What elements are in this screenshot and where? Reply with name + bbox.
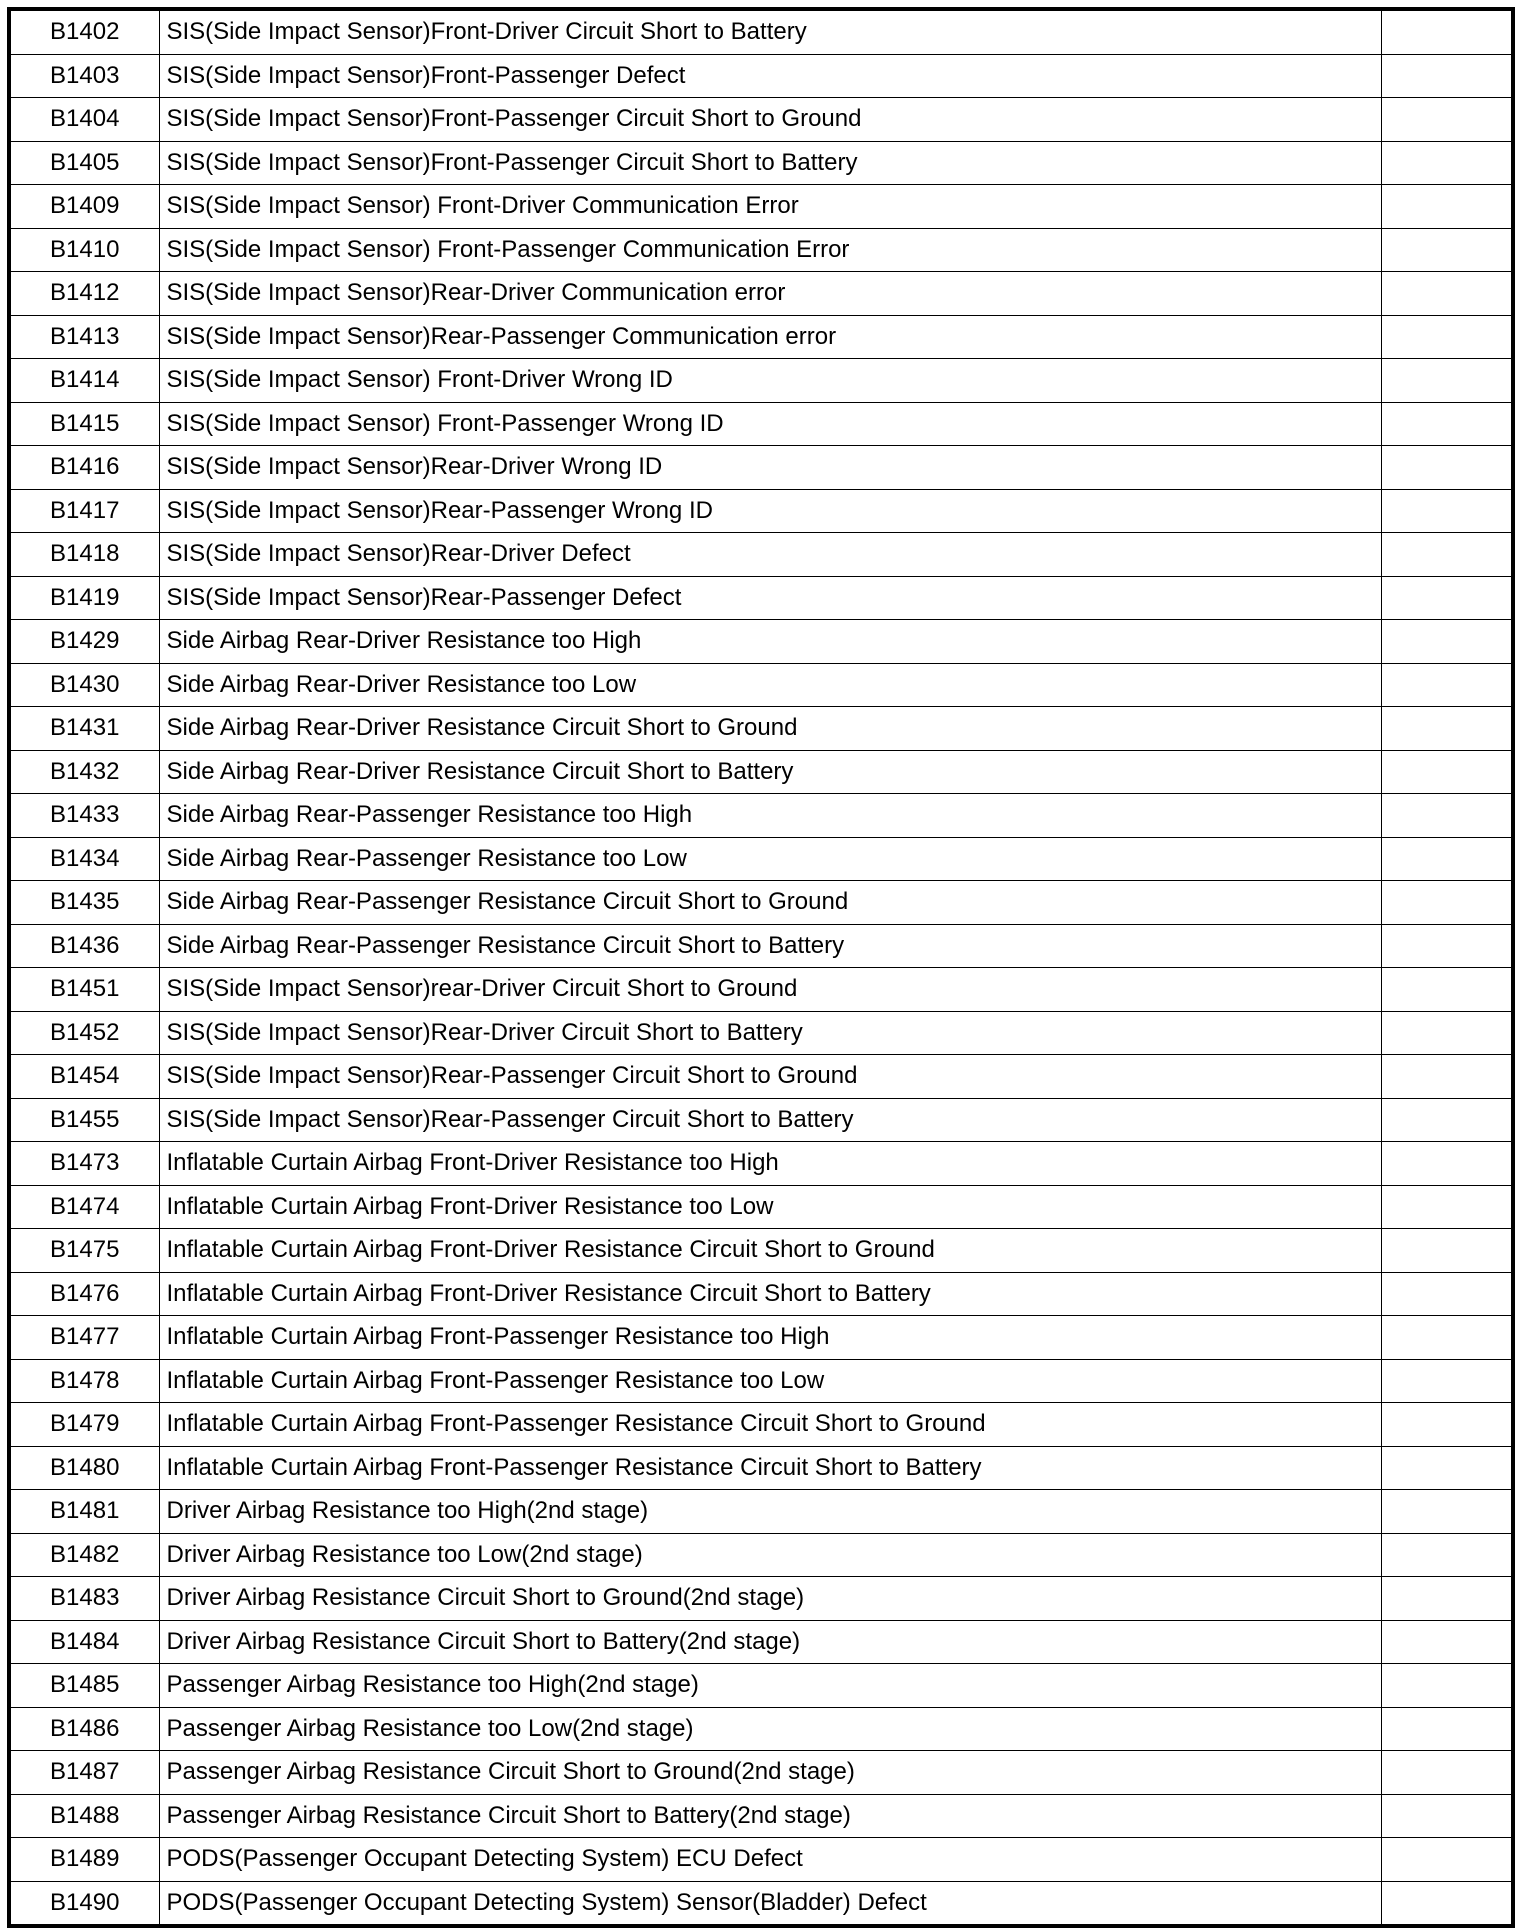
dtc-code-cell: B1403 [9,54,159,98]
table-row [9,1664,1513,1708]
dtc-note-cell [1381,663,1513,707]
dtc-description-cell: SIS(Side Impact Sensor) Front-Passenger Wrong ID [159,402,1381,446]
table-row [9,1316,1513,1360]
dtc-code-cell: B1434 [9,837,159,881]
dtc-description-cell: SIS(Side Impact Sensor)Rear-Passenger Circuit Short to Battery [159,1098,1381,1142]
dtc-code-cell: B1478 [9,1359,159,1403]
table-row [9,98,1513,142]
table-row [9,1098,1513,1142]
table-row [9,1620,1513,1664]
dtc-description-cell: PODS(Passenger Occupant Detecting System) Sensor(Bladder) Defect [159,1881,1381,1926]
dtc-note-cell [1381,1838,1513,1882]
dtc-description-cell: Driver Airbag Resistance Circuit Short to Battery(2nd stage) [159,1620,1381,1664]
table-row [9,185,1513,229]
dtc-note-cell [1381,1446,1513,1490]
dtc-code-cell: B1481 [9,1490,159,1534]
dtc-note-cell [1381,9,1513,54]
table-row [9,141,1513,185]
dtc-code-cell: B1476 [9,1272,159,1316]
dtc-note-cell [1381,446,1513,490]
table-row [9,1446,1513,1490]
dtc-note-cell [1381,1142,1513,1186]
table-row [9,837,1513,881]
dtc-note-cell [1381,228,1513,272]
dtc-description-cell: SIS(Side Impact Sensor)Rear-Passenger Wrong ID [159,489,1381,533]
dtc-note-cell [1381,1577,1513,1621]
table-row [9,228,1513,272]
table-row [9,1881,1513,1926]
dtc-description-cell: SIS(Side Impact Sensor)Rear-Passenger Circuit Short to Ground [159,1055,1381,1099]
dtc-note-cell [1381,750,1513,794]
dtc-note-cell [1381,1316,1513,1360]
dtc-code-cell: B1486 [9,1707,159,1751]
table-row [9,794,1513,838]
table-row [9,1142,1513,1186]
table-row [9,1055,1513,1099]
dtc-code-cell: B1429 [9,620,159,664]
dtc-description-cell: Side Airbag Rear-Driver Resistance Circuit Short to Ground [159,707,1381,751]
dtc-note-cell [1381,1098,1513,1142]
dtc-description-cell: Inflatable Curtain Airbag Front-Passenger Resistance too High [159,1316,1381,1360]
dtc-description-cell: Passenger Airbag Resistance Circuit Short to Battery(2nd stage) [159,1794,1381,1838]
dtc-note-cell [1381,141,1513,185]
dtc-description-cell: SIS(Side Impact Sensor)Rear-Passenger Defect [159,576,1381,620]
table-row [9,272,1513,316]
dtc-description-cell: Side Airbag Rear-Driver Resistance Circuit Short to Battery [159,750,1381,794]
dtc-note-cell [1381,1751,1513,1795]
dtc-note-cell [1381,794,1513,838]
table-row [9,968,1513,1012]
dtc-code-cell: B1414 [9,359,159,403]
table-row [9,9,1513,54]
dtc-description-cell: Inflatable Curtain Airbag Front-Passenger Resistance Circuit Short to Battery [159,1446,1381,1490]
dtc-description-cell: SIS(Side Impact Sensor) Front-Passenger Communication Error [159,228,1381,272]
dtc-note-cell [1381,707,1513,751]
dtc-code-cell: B1455 [9,1098,159,1142]
dtc-table [7,7,1515,1928]
dtc-code-cell: B1404 [9,98,159,142]
dtc-note-cell [1381,1664,1513,1708]
dtc-code-cell: B1436 [9,924,159,968]
dtc-code-cell: B1475 [9,1229,159,1273]
dtc-note-cell [1381,359,1513,403]
dtc-code-cell: B1416 [9,446,159,490]
table-row [9,881,1513,925]
dtc-note-cell [1381,1403,1513,1447]
dtc-note-cell [1381,576,1513,620]
dtc-code-cell: B1477 [9,1316,159,1360]
table-row [9,402,1513,446]
table-row [9,489,1513,533]
dtc-note-cell [1381,837,1513,881]
dtc-description-cell: Side Airbag Rear-Passenger Resistance too High [159,794,1381,838]
table-row [9,1272,1513,1316]
dtc-code-cell: B1480 [9,1446,159,1490]
dtc-note-cell [1381,54,1513,98]
dtc-code-cell: B1433 [9,794,159,838]
table-row [9,533,1513,577]
dtc-code-cell: B1479 [9,1403,159,1447]
dtc-code-cell: B1452 [9,1011,159,1055]
dtc-code-cell: B1483 [9,1577,159,1621]
table-row [9,663,1513,707]
dtc-code-cell: B1402 [9,9,159,54]
dtc-note-cell [1381,1011,1513,1055]
dtc-note-cell [1381,1794,1513,1838]
table-row [9,750,1513,794]
table-row [9,1185,1513,1229]
dtc-note-cell [1381,533,1513,577]
dtc-note-cell [1381,1707,1513,1751]
dtc-description-cell: Passenger Airbag Resistance too High(2nd stage) [159,1664,1381,1708]
dtc-code-cell: B1410 [9,228,159,272]
dtc-note-cell [1381,1359,1513,1403]
table-row [9,54,1513,98]
dtc-code-cell: B1454 [9,1055,159,1099]
dtc-code-cell: B1415 [9,402,159,446]
dtc-code-cell: B1435 [9,881,159,925]
dtc-code-cell: B1413 [9,315,159,359]
dtc-code-cell: B1490 [9,1881,159,1926]
dtc-code-cell: B1417 [9,489,159,533]
dtc-description-cell: Passenger Airbag Resistance too Low(2nd stage) [159,1707,1381,1751]
table-row [9,1577,1513,1621]
dtc-description-cell: SIS(Side Impact Sensor)Rear-Driver Communication error [159,272,1381,316]
dtc-description-cell: SIS(Side Impact Sensor)Front-Passenger Circuit Short to Battery [159,141,1381,185]
dtc-description-cell: SIS(Side Impact Sensor)Rear-Passenger Communication error [159,315,1381,359]
dtc-note-cell [1381,924,1513,968]
dtc-description-cell: Driver Airbag Resistance too Low(2nd stage) [159,1533,1381,1577]
dtc-note-cell [1381,1533,1513,1577]
dtc-description-cell: Inflatable Curtain Airbag Front-Driver Resistance Circuit Short to Battery [159,1272,1381,1316]
dtc-code-cell: B1485 [9,1664,159,1708]
table-row [9,1707,1513,1751]
dtc-code-cell: B1419 [9,576,159,620]
dtc-note-cell [1381,620,1513,664]
dtc-description-cell: SIS(Side Impact Sensor)Front-Passenger Circuit Short to Ground [159,98,1381,142]
dtc-description-cell: Driver Airbag Resistance too High(2nd stage) [159,1490,1381,1534]
table-row [9,576,1513,620]
dtc-description-cell: SIS(Side Impact Sensor)Rear-Driver Wrong ID [159,446,1381,490]
dtc-note-cell [1381,185,1513,229]
table-row [9,446,1513,490]
dtc-code-cell: B1487 [9,1751,159,1795]
dtc-table-body [9,9,1513,1926]
table-row [9,1751,1513,1795]
table-row [9,1359,1513,1403]
dtc-description-cell: Inflatable Curtain Airbag Front-Driver Resistance Circuit Short to Ground [159,1229,1381,1273]
dtc-description-cell: Driver Airbag Resistance Circuit Short to Ground(2nd stage) [159,1577,1381,1621]
table-row [9,1011,1513,1055]
dtc-description-cell: Side Airbag Rear-Passenger Resistance Circuit Short to Ground [159,881,1381,925]
dtc-code-cell: B1431 [9,707,159,751]
dtc-description-cell: SIS(Side Impact Sensor) Front-Driver Wrong ID [159,359,1381,403]
dtc-code-cell: B1412 [9,272,159,316]
dtc-code-cell: B1409 [9,185,159,229]
dtc-description-cell: Passenger Airbag Resistance Circuit Short to Ground(2nd stage) [159,1751,1381,1795]
dtc-note-cell [1381,968,1513,1012]
dtc-note-cell [1381,1881,1513,1926]
table-row [9,1533,1513,1577]
dtc-note-cell [1381,1490,1513,1534]
table-row [9,1838,1513,1882]
dtc-code-cell: B1430 [9,663,159,707]
dtc-description-cell: Side Airbag Rear-Driver Resistance too High [159,620,1381,664]
dtc-description-cell: Side Airbag Rear-Passenger Resistance too Low [159,837,1381,881]
dtc-note-cell [1381,1185,1513,1229]
dtc-code-cell: B1489 [9,1838,159,1882]
dtc-code-cell: B1451 [9,968,159,1012]
dtc-note-cell [1381,1229,1513,1273]
dtc-note-cell [1381,272,1513,316]
dtc-note-cell [1381,402,1513,446]
dtc-description-cell: SIS(Side Impact Sensor)Front-Passenger Defect [159,54,1381,98]
dtc-description-cell: Side Airbag Rear-Passenger Resistance Circuit Short to Battery [159,924,1381,968]
dtc-description-cell: Inflatable Curtain Airbag Front-Driver Resistance too Low [159,1185,1381,1229]
dtc-code-cell: B1473 [9,1142,159,1186]
dtc-description-cell: Inflatable Curtain Airbag Front-Driver Resistance too High [159,1142,1381,1186]
dtc-description-cell: SIS(Side Impact Sensor)Rear-Driver Defect [159,533,1381,577]
table-row [9,1229,1513,1273]
dtc-description-cell: PODS(Passenger Occupant Detecting System) ECU Defect [159,1838,1381,1882]
dtc-description-cell: SIS(Side Impact Sensor)Front-Driver Circuit Short to Battery [159,9,1381,54]
table-row [9,1403,1513,1447]
dtc-note-cell [1381,98,1513,142]
dtc-note-cell [1381,1620,1513,1664]
table-row [9,1490,1513,1534]
dtc-code-cell: B1405 [9,141,159,185]
table-row [9,620,1513,664]
table-row [9,359,1513,403]
dtc-code-cell: B1488 [9,1794,159,1838]
dtc-description-cell: SIS(Side Impact Sensor)rear-Driver Circuit Short to Ground [159,968,1381,1012]
dtc-code-cell: B1482 [9,1533,159,1577]
dtc-description-cell: SIS(Side Impact Sensor)Rear-Driver Circuit Short to Battery [159,1011,1381,1055]
dtc-note-cell [1381,489,1513,533]
dtc-note-cell [1381,1272,1513,1316]
table-row [9,315,1513,359]
dtc-description-cell: SIS(Side Impact Sensor) Front-Driver Communication Error [159,185,1381,229]
dtc-code-cell: B1484 [9,1620,159,1664]
dtc-code-cell: B1432 [9,750,159,794]
dtc-description-cell: Side Airbag Rear-Driver Resistance too Low [159,663,1381,707]
dtc-note-cell [1381,881,1513,925]
table-row [9,924,1513,968]
dtc-description-cell: Inflatable Curtain Airbag Front-Passenger Resistance Circuit Short to Ground [159,1403,1381,1447]
dtc-note-cell [1381,1055,1513,1099]
dtc-note-cell [1381,315,1513,359]
table-row [9,1794,1513,1838]
dtc-code-cell: B1474 [9,1185,159,1229]
table-row [9,707,1513,751]
dtc-description-cell: Inflatable Curtain Airbag Front-Passenger Resistance too Low [159,1359,1381,1403]
dtc-code-cell: B1418 [9,533,159,577]
